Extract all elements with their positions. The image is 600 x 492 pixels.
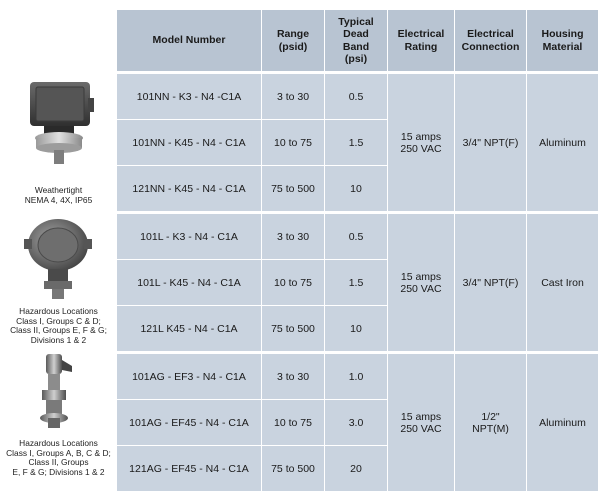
header-model-number: Model Number [117, 10, 262, 72]
table-row [117, 72, 598, 120]
explosion-proof-switch-photo [0, 215, 117, 299]
product-hazardous-compact [0, 352, 117, 477]
model-cell: 101L - K3 - N4 - C1A [117, 212, 262, 260]
product-sidebar [0, 0, 117, 492]
header-dead-band: Typical Dead Band (psi) [325, 10, 388, 72]
spec-table [117, 10, 598, 492]
range-cell: 10 to 75 [262, 400, 325, 446]
product-hazardous-cast-iron [0, 215, 117, 345]
model-cell: 101AG - EF3 - N4 - C1A [117, 352, 262, 400]
range-cell: 10 to 75 [262, 260, 325, 306]
deadband-cell: 10 [325, 306, 388, 352]
header-range: Range (psid) [262, 10, 325, 72]
deadband-cell: 0.5 [325, 72, 388, 120]
model-cell: 121NN - K45 - N4 - C1A [117, 166, 262, 212]
range-cell: 75 to 500 [262, 166, 325, 212]
compact-hazardous-switch-photo [0, 352, 117, 430]
housing-cell: Aluminum [527, 352, 598, 492]
housing-cell: Aluminum [527, 72, 598, 212]
table-row [117, 212, 598, 260]
range-cell: 75 to 500 [262, 306, 325, 352]
hazardous-compact-caption: Hazardous Locations Class I, Groups A, B, C & D; Class II, Groups E, F & G; Divisions 1 & 2 [6, 438, 111, 477]
connection-cell: 1/2" NPT(M) [455, 352, 527, 492]
header-electrical-connection: Electrical Connection [455, 10, 527, 72]
deadband-cell: 20 [325, 446, 388, 492]
connection-cell: 3/4" NPT(F) [455, 212, 527, 352]
weathertight-caption: Weathertight NEMA 4, 4X, IP65 [24, 185, 93, 205]
rating-cell: 15 amps 250 VAC [388, 352, 455, 492]
model-cell: 101AG - EF45 - N4 - C1A [117, 400, 262, 446]
deadband-cell: 1.5 [325, 120, 388, 166]
header-row [117, 10, 598, 72]
rating-cell: 15 amps 250 VAC [388, 212, 455, 352]
table-row [117, 352, 598, 400]
range-cell: 3 to 30 [262, 72, 325, 120]
product-weathertight [0, 78, 117, 205]
deadband-cell: 10 [325, 166, 388, 212]
housing-cell: Cast Iron [527, 212, 598, 352]
model-cell: 121L K45 - N4 - C1A [117, 306, 262, 352]
deadband-cell: 3.0 [325, 400, 388, 446]
hazardous-cast-iron-caption: Hazardous Locations Class I, Groups C & D; Class II, Groups E, F & G; Divisions 1 & 2 [10, 306, 107, 345]
deadband-cell: 1.0 [325, 352, 388, 400]
weathertight-switch-photo [0, 78, 117, 172]
model-cell: 101NN - K3 - N4 -C1A [117, 72, 262, 120]
connection-cell: 3/4" NPT(F) [455, 72, 527, 212]
header-housing-material: Housing Material [527, 10, 598, 72]
header-electrical-rating: Electrical Rating [388, 10, 455, 72]
deadband-cell: 0.5 [325, 212, 388, 260]
range-cell: 3 to 30 [262, 212, 325, 260]
range-cell: 3 to 30 [262, 352, 325, 400]
model-cell: 101L - K45 - N4 - C1A [117, 260, 262, 306]
model-cell: 101NN - K45 - N4 - C1A [117, 120, 262, 166]
range-cell: 10 to 75 [262, 120, 325, 166]
rating-cell: 15 amps 250 VAC [388, 72, 455, 212]
model-cell: 121AG - EF45 - N4 - C1A [117, 446, 262, 492]
deadband-cell: 1.5 [325, 260, 388, 306]
range-cell: 75 to 500 [262, 446, 325, 492]
